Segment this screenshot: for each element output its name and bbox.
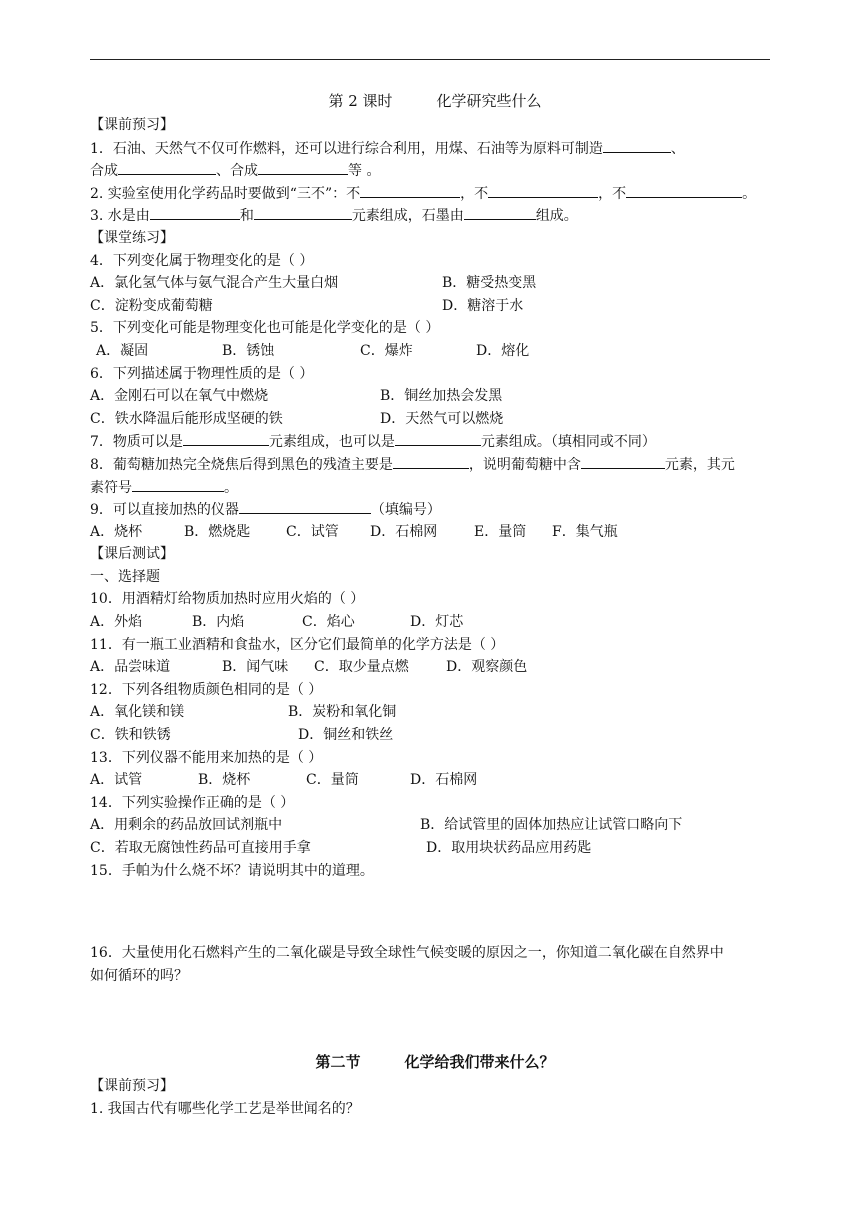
question-1-line-1: 1．石油、天然气不仅可作燃料，还可以进行综合利用，用煤、石油等为原料可制造 、: [90, 137, 780, 160]
answer-blank[interactable]: [603, 137, 671, 153]
option[interactable]: C．焰心: [302, 614, 355, 631]
answer-space[interactable]: [90, 987, 780, 1029]
option[interactable]: B．烧杯: [198, 772, 251, 789]
lesson-topic: 化学研究些什么: [436, 92, 542, 110]
question-11: 11．有一瓶工业酒精和食盐水，区分它们最简单的化学方法是（ ）: [90, 636, 505, 653]
option[interactable]: C．铁和铁锈: [90, 727, 171, 744]
option[interactable]: A．用剩余的药品放回试剂瓶中: [90, 817, 283, 834]
option[interactable]: D．石棉网: [370, 523, 438, 540]
option[interactable]: A．外焰: [90, 614, 143, 631]
answer-blank[interactable]: [464, 204, 536, 220]
answer-blank[interactable]: [254, 204, 352, 220]
question-14-options-ab: [90, 814, 780, 837]
answer-blank[interactable]: [183, 430, 269, 446]
answer-blank[interactable]: [395, 430, 481, 446]
question-13: 13．下列仪器不能用来加热的是（ ）: [90, 749, 323, 766]
option[interactable]: F．集气瓶: [552, 523, 618, 540]
option[interactable]: A．凝固: [96, 342, 149, 359]
answer-blank[interactable]: [150, 204, 240, 220]
question-5: 5．下列变化可能是物理变化也可能是化学变化的是（ ）: [90, 320, 440, 337]
option[interactable]: D．石棉网: [410, 772, 478, 789]
answer-space[interactable]: [90, 882, 780, 922]
preview-heading: 【课前预习】: [90, 117, 174, 133]
option[interactable]: D．糖溶于水: [442, 297, 524, 314]
question-8-line-2: 素符号 。: [90, 476, 780, 499]
option[interactable]: A．金刚石可以在氧气中燃烧: [90, 388, 269, 405]
question-6: 6．下列描述属于物理性质的是（ ）: [90, 365, 314, 382]
question-13-options: [90, 769, 780, 792]
option[interactable]: D．灯芯: [410, 614, 464, 631]
preview-heading-2: 【课前预习】: [90, 1078, 174, 1095]
option[interactable]: B．铜丝加热会发黑: [380, 388, 503, 405]
question-12: 12．下列各组物质颜色相同的是（ ）: [90, 681, 323, 698]
option[interactable]: E．量筒: [474, 523, 527, 540]
answer-blank[interactable]: [258, 159, 348, 175]
answer-blank[interactable]: [488, 182, 598, 198]
answer-blank[interactable]: [132, 476, 224, 492]
question-4: 4．下列变化属于物理变化的是（ ）: [90, 252, 314, 269]
question-9-options: [90, 521, 780, 544]
question-1-line-2: 合成 、合成 等 。: [90, 159, 780, 182]
question-14-options-cd: [90, 837, 780, 860]
question-15: 15．手帕为什么烧不坏？请说明其中的道理。: [90, 862, 374, 879]
option[interactable]: B．给试管里的固体加热应让试管口略向下: [420, 817, 683, 834]
header-rule: [90, 59, 770, 60]
test-heading: 【课后测试】: [90, 546, 174, 563]
option[interactable]: D．熔化: [476, 342, 530, 359]
lesson-number: 第 2 课时: [328, 92, 393, 110]
question-2: 2. 实验室使用化学药品时要做到“三不”：不 ，不 ，不 。: [90, 182, 780, 205]
question-7: 7．物质可以是 元素组成，也可以是 元素组成。（填相同或不同）: [90, 430, 780, 453]
question-9: 9．可以直接加热的仪器 （填编号）: [90, 498, 780, 521]
answer-blank[interactable]: [581, 453, 665, 469]
option[interactable]: C．取少量点燃: [314, 659, 409, 676]
answer-blank[interactable]: [626, 182, 742, 198]
option[interactable]: D．取用块状药品应用药匙: [426, 840, 592, 856]
option[interactable]: B．燃烧匙: [184, 523, 251, 540]
question-6-options-ab: [90, 385, 780, 408]
question-5-options: [90, 340, 780, 363]
lesson-title: [90, 88, 780, 114]
section-number: 第二节: [315, 1053, 361, 1072]
option[interactable]: B．闻气味: [222, 659, 289, 676]
option[interactable]: A．试管: [90, 772, 143, 789]
question-12-options-ab: [90, 701, 780, 724]
section-topic: 化学给我们带来什么？: [404, 1053, 555, 1072]
question-10: 10．用酒精灯给物质加热时应用火焰的（ ）: [90, 591, 365, 608]
option[interactable]: B．糖受热变黑: [442, 275, 537, 292]
option[interactable]: A．氯化氢气体与氨气混合产生大量白烟: [90, 275, 339, 292]
option[interactable]: A．氧化镁和镁: [90, 704, 185, 721]
question-4-options-cd: [90, 295, 780, 318]
option[interactable]: C．若取无腐蚀性药品可直接用手拿: [90, 840, 311, 856]
option[interactable]: C．铁水降温后能形成坚硬的铁: [90, 410, 283, 427]
question-6-options-cd: [90, 408, 780, 431]
option[interactable]: B．炭粉和氧化铜: [288, 704, 397, 721]
option[interactable]: D．铜丝和铁丝: [298, 727, 394, 744]
answer-blank[interactable]: [393, 453, 469, 469]
section-question-1: 1. 我国古代有哪些化学工艺是举世闻名的？: [90, 1100, 360, 1117]
question-12-options-cd: [90, 724, 780, 747]
answer-blank[interactable]: [360, 182, 460, 198]
part-one-heading: 一、选择题: [90, 568, 160, 585]
option[interactable]: C．淀粉变成葡萄糖: [90, 297, 213, 314]
question-8-line-1: 8．葡萄糖加热完全烧焦后得到黑色的残渣主要是 ，说明葡萄糖中含 元素，其元: [90, 453, 780, 476]
question-10-options: [90, 611, 780, 634]
option[interactable]: A．品尝味道: [90, 659, 171, 676]
option[interactable]: C．爆炸: [360, 342, 413, 359]
question-16-line-1: 16．大量使用化石燃料产生的二氧化碳是导致全球性气候变暖的原因之一，你知道二氧化碳在自然界中: [90, 945, 724, 962]
question-3: 3. 水是由 和 元素组成，石墨由 组成。: [90, 204, 780, 227]
option[interactable]: C．量筒: [306, 772, 359, 789]
option[interactable]: C．试管: [286, 523, 339, 540]
option[interactable]: D．天然气可以燃烧: [380, 410, 504, 427]
worksheet-page: [90, 88, 780, 1121]
practice-heading: 【课堂练习】: [90, 229, 174, 246]
answer-blank[interactable]: [118, 159, 216, 175]
option[interactable]: B．内焰: [192, 614, 245, 631]
section-title: [90, 1049, 780, 1075]
answer-blank[interactable]: [239, 498, 371, 514]
option[interactable]: A．烧杯: [90, 523, 143, 540]
option[interactable]: B．锈蚀: [222, 342, 275, 359]
question-4-options-ab: [90, 272, 780, 295]
question-11-options: [90, 656, 780, 679]
question-14: 14．下列实验操作正确的是（ ）: [90, 794, 295, 811]
option[interactable]: D．观察颜色: [446, 659, 528, 676]
question-16-line-2: 如何循环的吗？: [90, 967, 188, 984]
